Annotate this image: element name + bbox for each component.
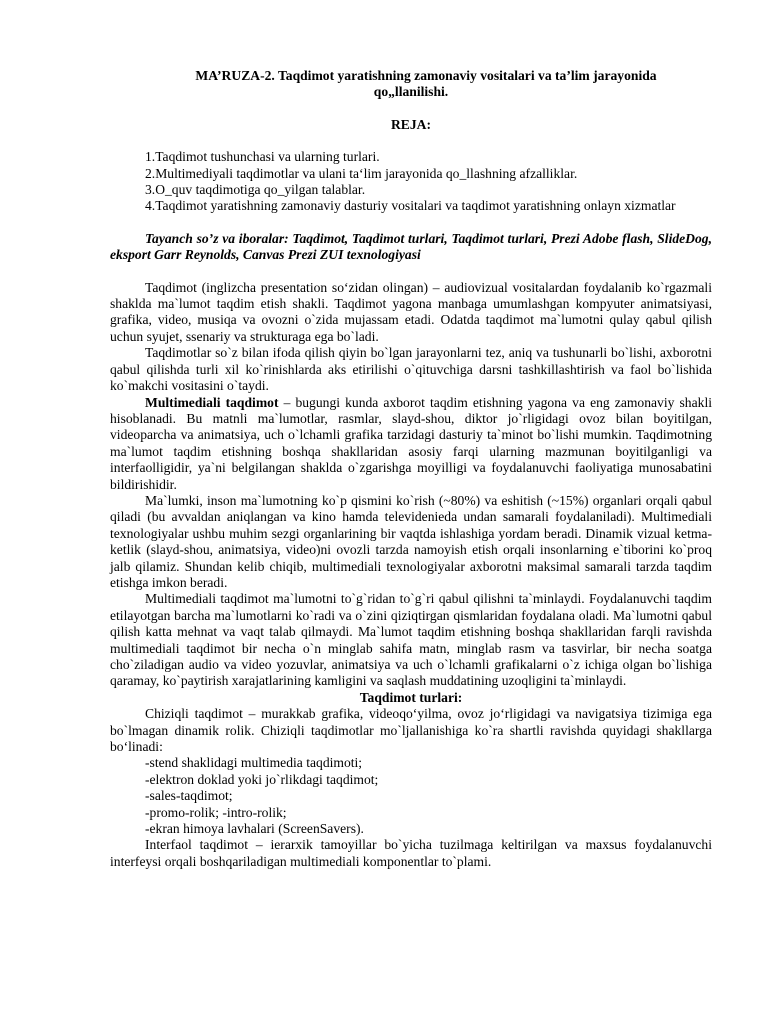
title-line-1: MA’RUZA-2. Taqdimot yaratishning zamonaviy vositalari va ta’lim jarayonida (195, 68, 657, 83)
plan-item: 4.Taqdimot yaratishning zamonaviy dasturiy vositalari va taqdimot yaratishning onlayn xizmatlar (145, 198, 676, 214)
plan-item: 3.O_quv taqdimotiga qo_yilgan talablar. (145, 182, 366, 198)
document-title (110, 68, 712, 101)
paragraph: Taqdimotlar so`z bilan ifoda qilish qiyin bo`lgan jarayonlarni tez, aniq va tushunarli bo`lishi, axborotni qabul qilishda turli xil ko`rinishlarda aks etirilishi o`qituvchiga darsni tashkillashtirish va faol bo`lishida ko`makchi vositasini o`taydi. (110, 345, 712, 394)
paragraph: Interfaol taqdimot – ierarxik tamoyillar bo`yicha tuzilmaga keltirilgan va maxsus foydalanuvchi interfeysi orqali boshqariladigan multimediali komponentlar to`plami. (110, 837, 712, 869)
title-line-2: qo„llanilishi. (373, 84, 449, 100)
bold-term: Multimediali taqdimot (145, 394, 279, 410)
paragraph: Chiziqli taqdimot – murakkab grafika, videoqo‘yilma, ovoz jo‘rligidagi va navigatsiya tizimiga ega bo`lmagan dinamik rolik. Chiziqli taqdimotlar mo`ljallanishiga ko`ra shartli ravishda quyidagi shakllarga bo‘linadi: (110, 706, 712, 755)
paragraph: Ma`lumki, inson ma`lumotning ko`p qismini ko`rish (~80%) va eshitish (~15%) organlari orqali qabul qiladi (bu avvaldan aniqlangan va kino hamda televidenieda undan samarali foydalaniladi). Multimediali texnologiyalar ushbu muhim sezgi organlarining bir vaqtda ishlashiga yordam beradi. Dinamik vizual ketma-ketlik (slayd-shou, animatsiya, video)ni ovozli tarzda namoyish etish orqali insonlarning e`tiborini ko`proq jalb qilamiz. Shundan kelib chiqib, multimediali texnologiyalar axborotni maksimal samarali tarzda taqdim etishga imkon beradi. (110, 492, 712, 590)
list-item: -ekran himoya lavhalari (ScreenSavers). (145, 821, 364, 837)
document-page (110, 68, 712, 870)
paragraph-text: – bugungi kunda axborot taqdim etishning yagona va eng zamonaviy shakli hisoblanadi. Bu matnli ma`lumotlar, rasmlar, slayd-shou, diktor jo`rligidagi ovoz bilan boyitilgan, videoparcha va animatsiya, uch o`lchamli grafika tarzidagi dasturiy ta`minot bo`lishi mumkin. Taqdimotning ma`lumot taqdim etishning boshqa shakllaridan asosiy farqi ularning mazmunan boyitilganligi va interfaolligidir, ya`ni belgilangan shaklda o`zgarishga moyilligi va foydalanuvchi faoliyatiga munosabatini bildirishidir. (110, 394, 712, 492)
plan-list (110, 149, 712, 215)
list-item: -sales-taqdimot; (145, 788, 233, 804)
section-heading: Taqdimot turlari: (359, 689, 463, 705)
list-item: -promo-rolik; -intro-rolik; (145, 804, 287, 820)
plan-item: 1.Taqdimot tushunchasi va ularning turlari. (145, 149, 380, 165)
paragraph: Taqdimot (inglizcha presentation so‘zidan olingan) – audiovizual vositalardan foydalanib ko`rgazmali shaklda ma`lumot taqdim etish shakli. Taqdimot yagona manbaga umumlashgan kompyuter animatsiyasi, grafika, video, musiqa va ovozni o`zida mujassam etadi. Odatda taqdimot ma`lumotni qulay qabul qilish uchun syujet, ssenariy va strukturaga ega bo`ladi. (110, 279, 712, 344)
plan-heading: REJA: (390, 116, 432, 132)
paragraph: Multimediali taqdimot ma`lumotni to`g`ridan to`g`ri qabul qilishni ta`minlaydi. Foydalanuvchi taqdim etilayotgan barcha ma`lumotlarni ko`radi va o`zini qiziqtirgan qismlaridan foydalana oladi. Ma`lumotni qabul qilish katta mehnat va vaqt talab qilmaydi. Ma`lumot taqdim etishning boshqa shakllaridan farqli ravishda multimediali taqdimot bir necha o`n minglab sahifa matn, minglab rasm va tasvirlar, bir necha soatga cho`ziladigan audio va video yozuvlar, animatsiya va uch o`lchamli grafikalarni o`z ichiga olgan bo`lishiga qaramay, ko`paytirish xarajatlarining kamligini va saqlash muddatining uzoqligini ta`minlaydi. (110, 591, 712, 689)
keywords-paragraph: Tayanch so’z va iboralar: Taqdimot, Taqdimot turlari, Taqdimot turlari, Prezi Adobe flash, SlideDog, eksport Garr Reynolds, Canvas Prezi ZUI texnologiyasi (110, 230, 712, 263)
paragraph (110, 395, 712, 493)
document-body (110, 280, 712, 871)
plan-item: 2.Multimediyali taqdimotlar va ulani ta‘lim jarayonida qo_llashning afzalliklar. (145, 165, 578, 181)
list-item: -stend shaklidagi multimedia taqdimoti; (145, 755, 363, 771)
list-item: -elektron doklad yoki jo`rlikdagi taqdimot; (145, 771, 379, 787)
